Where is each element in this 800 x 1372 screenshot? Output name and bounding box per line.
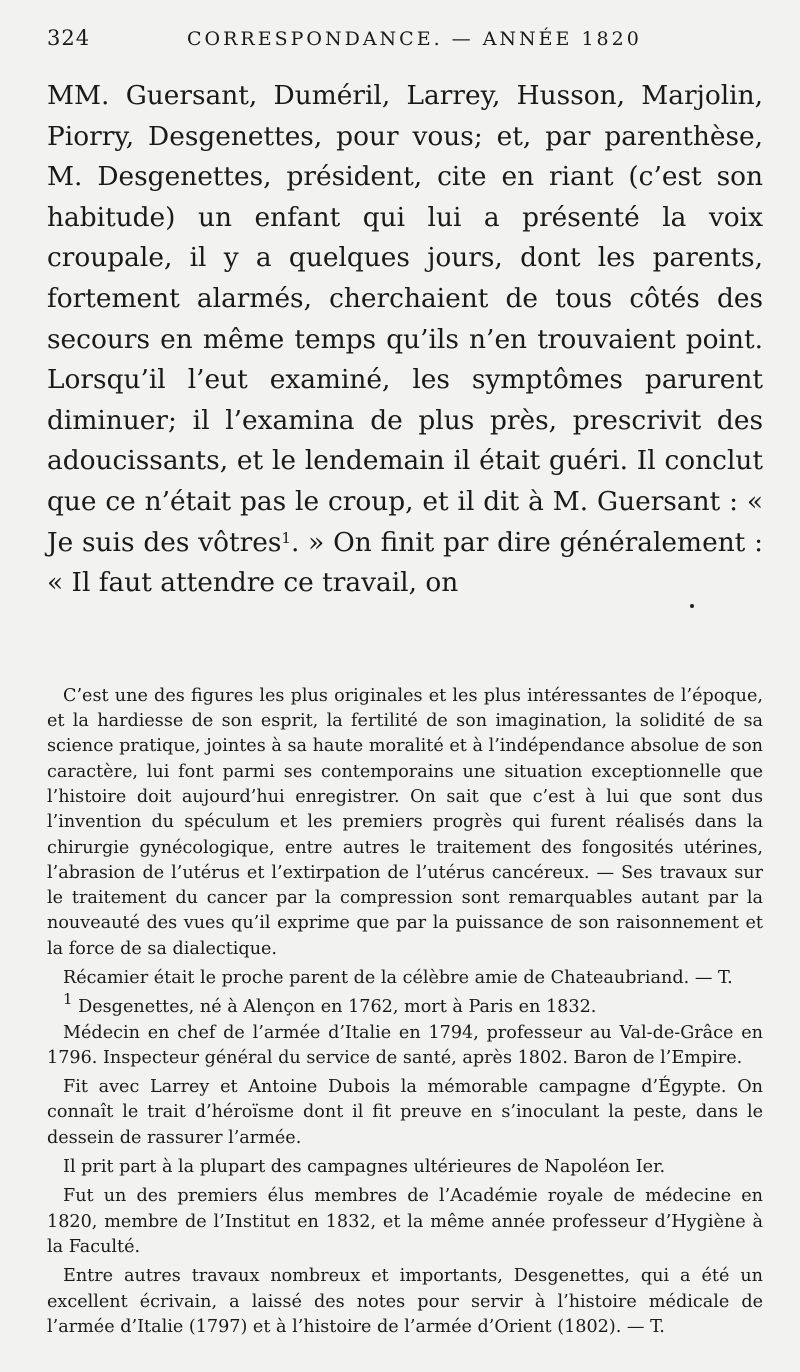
book-page (47, 26, 763, 1340)
note-desgenettes-paragraph-6: Entre autres travaux nombreux et importants, Desgenettes, qui a été un excellent écrivain, a laissé des notes pour servir à l’histoire médicale de l’armée d’Italie (1797) et à l’histoire de l’armée d’Orient (1802). — T. (47, 1266, 763, 1337)
main-paragraph-text: MM. Guersant, Duméril, Larrey, Husson, Marjolin, Piorry, Desgenettes, pour vous; et, par parenthèse, M. Desgenettes, président, cite en riant (c’est son habitude) un enfant qui lui a présenté la voix croupale, il y a quelques jours, dont les parents, fortement alarmés, cherchaient de tous côtés des secours en même temps qu’ils n’en trouvaient point. Lorsqu’il l’eut examiné, les symptômes parurent diminuer; il l’examina de plus près, prescrivit des adoucissants, et le lendemain il était guéri. Il conclut que ce n’était pas le croup, et il dit à M. Guersant : « Je suis des vôtres (47, 80, 763, 558)
note-desgenettes-paragraph-3: Fit avec Larrey et Antoine Dubois la mémorable campagne d’Égypte. On connaît le trait d’héroïsme dont il fit preuve en s’inoculant la peste, dans le dessein de rassurer l’armée. (47, 1077, 763, 1148)
main-text (47, 76, 763, 604)
note-recamier-paragraph-2: Récamier était le proche parent de la célèbre amie de Chateaubriand. — T. (63, 967, 733, 988)
main-paragraph (47, 76, 763, 604)
note-desgenettes-paragraph-2: Médecin en chef de l’armée d’Italie en 1794, professeur au Val-de-Grâce en 1796. Inspecteur général du service de santé, après 1802. Baron de l’Empire. (47, 1022, 763, 1068)
running-head: CORRESPONDANCE. — ANNÉE 1820 (187, 28, 642, 50)
page-number: 324 (47, 26, 91, 50)
note-recamier-paragraph-1: C’est une des figures les plus originales et les plus intéressantes de l’époque, et la hardiesse de son esprit, la fertilité de son imagination, la solidité de sa science pratique, jointes à sa haute moralité et à l’indépendance absolue de son caractère, lui font parmi ses contemporains une situation exceptionnelle que l’histoire doit aujourd’hui enregistrer. On sait que c’est à lui que sont dus l’invention du spéculum et les premiers progrès qui furent réalisés dans la chirurgie gynécologique, entre autres le traitement des fongosités utérines, l’abrasion de l’utérus et l’extirpation de l’utérus cancéreux. — Ses travaux sur le traitement du cancer par la compression sont remarquables autant par la nouveauté des vues qu’il exprime que par la puissance de son raisonnement et la force de sa dialectique. (47, 685, 763, 959)
page-header (47, 26, 763, 70)
note-desgenettes-intro: Desgenettes, né à Alençon en 1762, mort à Paris en 1832. (72, 997, 597, 1018)
note-desgenettes-paragraph-1 (47, 990, 763, 1020)
note-desgenettes-paragraph-5: Fut un des premiers élus membres de l’Académie royale de médecine en 1820, membre de l’Institut en 1832, et la même année professeur d’Hygiène à la Faculté. (47, 1186, 763, 1257)
main-paragraph-end: . » On finit par dire généralement : « Il faut attendre ce travail, on (47, 526, 764, 599)
footnote-number: 1 (63, 990, 73, 1009)
footnote-reference: 1 (281, 528, 291, 547)
note-desgenettes-paragraph-4: Il prit part à la plupart des campagnes ultérieures de Napoléon Ier. (63, 1157, 666, 1178)
ink-speck (690, 604, 694, 608)
bleed-through-area (47, 604, 763, 684)
footnotes (47, 684, 763, 1340)
